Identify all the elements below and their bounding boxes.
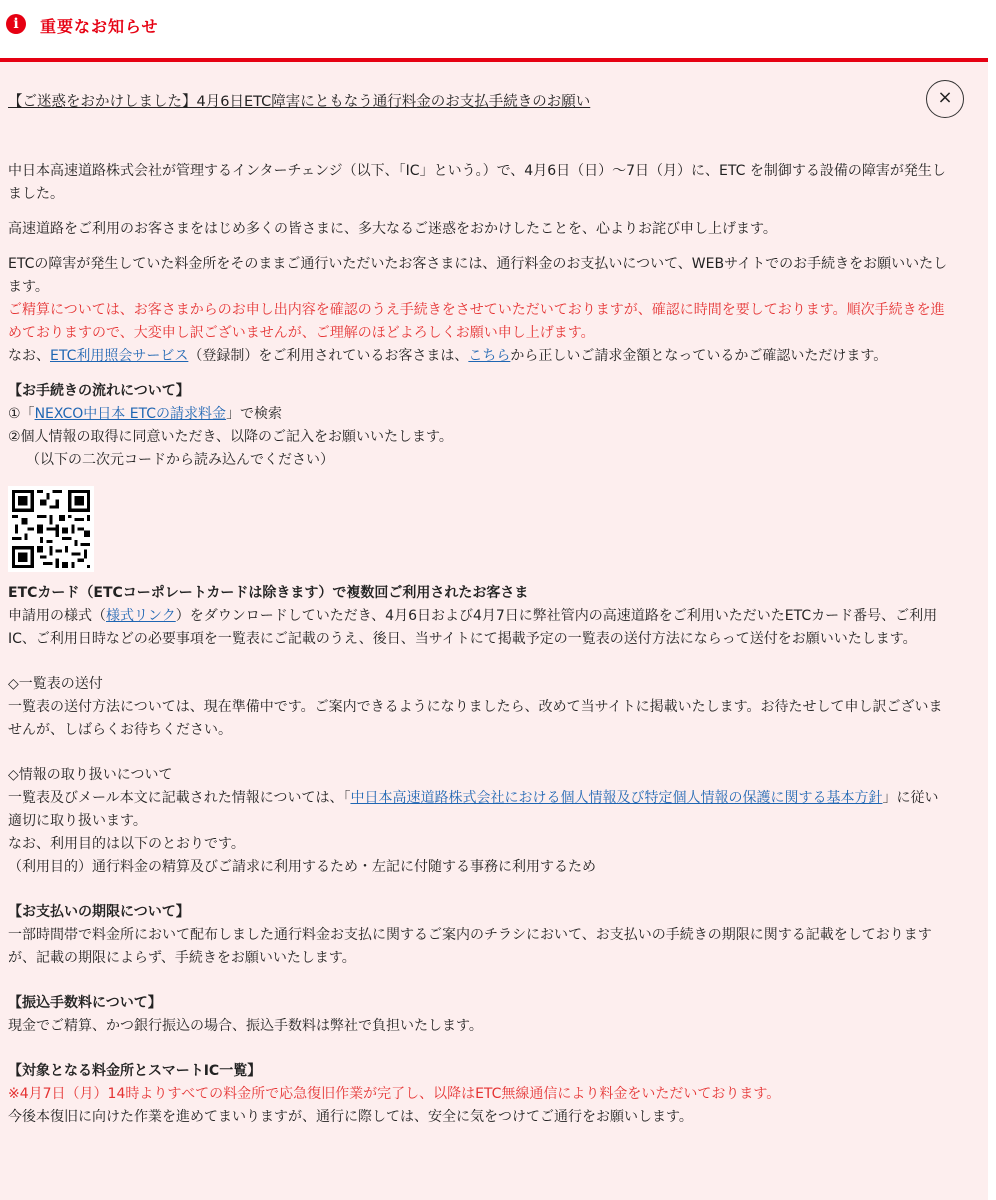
kochira-link[interactable]: こちら (468, 348, 511, 364)
deadline-text: 一部時間帯で料金所において配布しました通行料金お支払に関するご案内のチラシにおいて、お支払いの手続きの期限に関する記載をしておりますが、記載の期限によらず、手続きをお願いいたします。 (8, 927, 932, 966)
fee-text: 現金でご精算、かつ銀行振込の場合、振込手数料は弊社で負担いたします。 (8, 1018, 483, 1034)
notice-content (8, 160, 948, 1129)
flow-heading: 【お手続きの流れについて】 (8, 383, 190, 399)
flow-step1-suffix: 」で検索 (226, 406, 283, 422)
notice-title-link[interactable]: 【ご迷惑をおかけしました】4月6日ETC障害にともなう通行料金のお支払手続きのお願い (8, 94, 591, 110)
notice-panel (0, 62, 988, 1200)
qr-code (8, 486, 94, 572)
tollgates-text: 今後本復旧に向けた作業を進めてまいりますが、通行に際しては、安全に気をつけてご通行をお願いします。 (8, 1109, 693, 1125)
etc-service-mid: （登録制）をご利用されているお客さまは、 (188, 348, 469, 364)
privacy-paragraph (8, 787, 948, 833)
qr-code-icon (12, 490, 90, 568)
privacy-purpose-intro: なお、利用目的は以下のとおりです。 (8, 836, 245, 852)
intro-paragraph: 中日本高速道路株式会社が管理するインターチェンジ（以下、「IC」という。）で、4月6日（日）〜7日（月）に、ETC を制御する設備の障害が発生しました。 (8, 163, 946, 202)
form-link[interactable]: 様式リンク (106, 608, 176, 624)
privacy-purpose: （利用目的）通行料金の精算及びご請求に利用するため・左記に付随する事務に利用するため (8, 859, 596, 875)
etc-service-prefix: なお、 (8, 348, 50, 364)
etc-service-paragraph (8, 345, 948, 368)
tollgates-heading: 【対象となる料金所とスマートIC一覧】 (8, 1063, 262, 1079)
payment-request-paragraph: ETCの障害が発生していた料金所をそのままご通行いただいたお客さまには、通行料金のお支払いについて、WEBサイトでのお手続きをお願いいたします。 (8, 256, 948, 295)
flow-step1 (8, 403, 948, 426)
header-title: 重要なお知らせ (40, 17, 159, 36)
notice-header (0, 0, 988, 62)
info-icon: i (6, 14, 26, 34)
multi-use-heading: ETCカード（ETCコーポレートカードは除きます）で複数回ご利用されたお客さま (8, 585, 529, 601)
privacy-heading: ◇情報の取り扱いについて (8, 767, 173, 783)
flow-step2-note: （以下の二次元コードから読み込んでください） (26, 452, 334, 468)
sending-heading: ◇一覧表の送付 (8, 676, 103, 692)
multi-use-prefix: 申請用の様式（ (8, 608, 106, 624)
etc-service-suffix: から正しいご請求金額となっているかご確認いただけます。 (510, 348, 888, 364)
etc-service-link[interactable]: ETC利用照会サービス (50, 348, 189, 364)
multi-use-suffix: ）をダウンロードしていただき、4月6日および4月7日に弊社管内の高速道路をご利用いただいたETCカード番号、ご利用IC、ご利用日時などの必要事項を一覧表にご記載のうえ、後日、当サイトにて掲載予定の一覧表の送付方法にならって送付をお願いいたします。 (8, 608, 938, 647)
nexco-request-link[interactable]: NEXCO中日本 ETCの請求料金 (34, 406, 227, 422)
privacy-policy-link[interactable]: 中日本高速道路株式会社における個人情報及び特定個人情報の保護に関する基本方針 (350, 790, 883, 806)
privacy-suffix: 」に従い適切に取り扱います。 (8, 790, 939, 829)
apology-paragraph: 高速道路をご利用のお客さまをはじめ多くの皆さまに、多大なるご迷惑をおかけしたことを、心よりお詫び申し上げます。 (8, 221, 777, 237)
privacy-prefix: 一覧表及びメール本文に記載された情報については、「 (8, 790, 351, 806)
close-button[interactable]: × (926, 80, 964, 118)
sending-text: 一覧表の送付方法については、現在準備中です。ご案内できるようになりましたら、改めて当サイトに掲載いたします。お待たせして申し訳ございませんが、しばらくお待ちください。 (8, 699, 943, 738)
tollgates-red-notice: ※4月7日（月）14時よりすべての料金所で応急復旧作業が完了し、以降はETC無線通信により料金をいただいております。 (8, 1086, 781, 1102)
fee-heading: 【振込手数料について】 (8, 995, 162, 1011)
multi-use-paragraph (8, 605, 948, 651)
flow-step2: ②個人情報の取得に同意いただき、以降のご記入をお願いいたします。 (8, 429, 453, 445)
deadline-heading: 【お支払いの期限について】 (8, 904, 190, 920)
red-notice: ご精算については、お客さまからのお申し出内容を確認のうえ手続きをさせていただいておりますが、確認に時間を要しております。順次手続きを進めておりますので、大変申し訳ございませんが、ご理解のほどよろしくお願い申し上げます。 (8, 302, 945, 341)
flow-step1-prefix: ①「 (8, 406, 35, 422)
